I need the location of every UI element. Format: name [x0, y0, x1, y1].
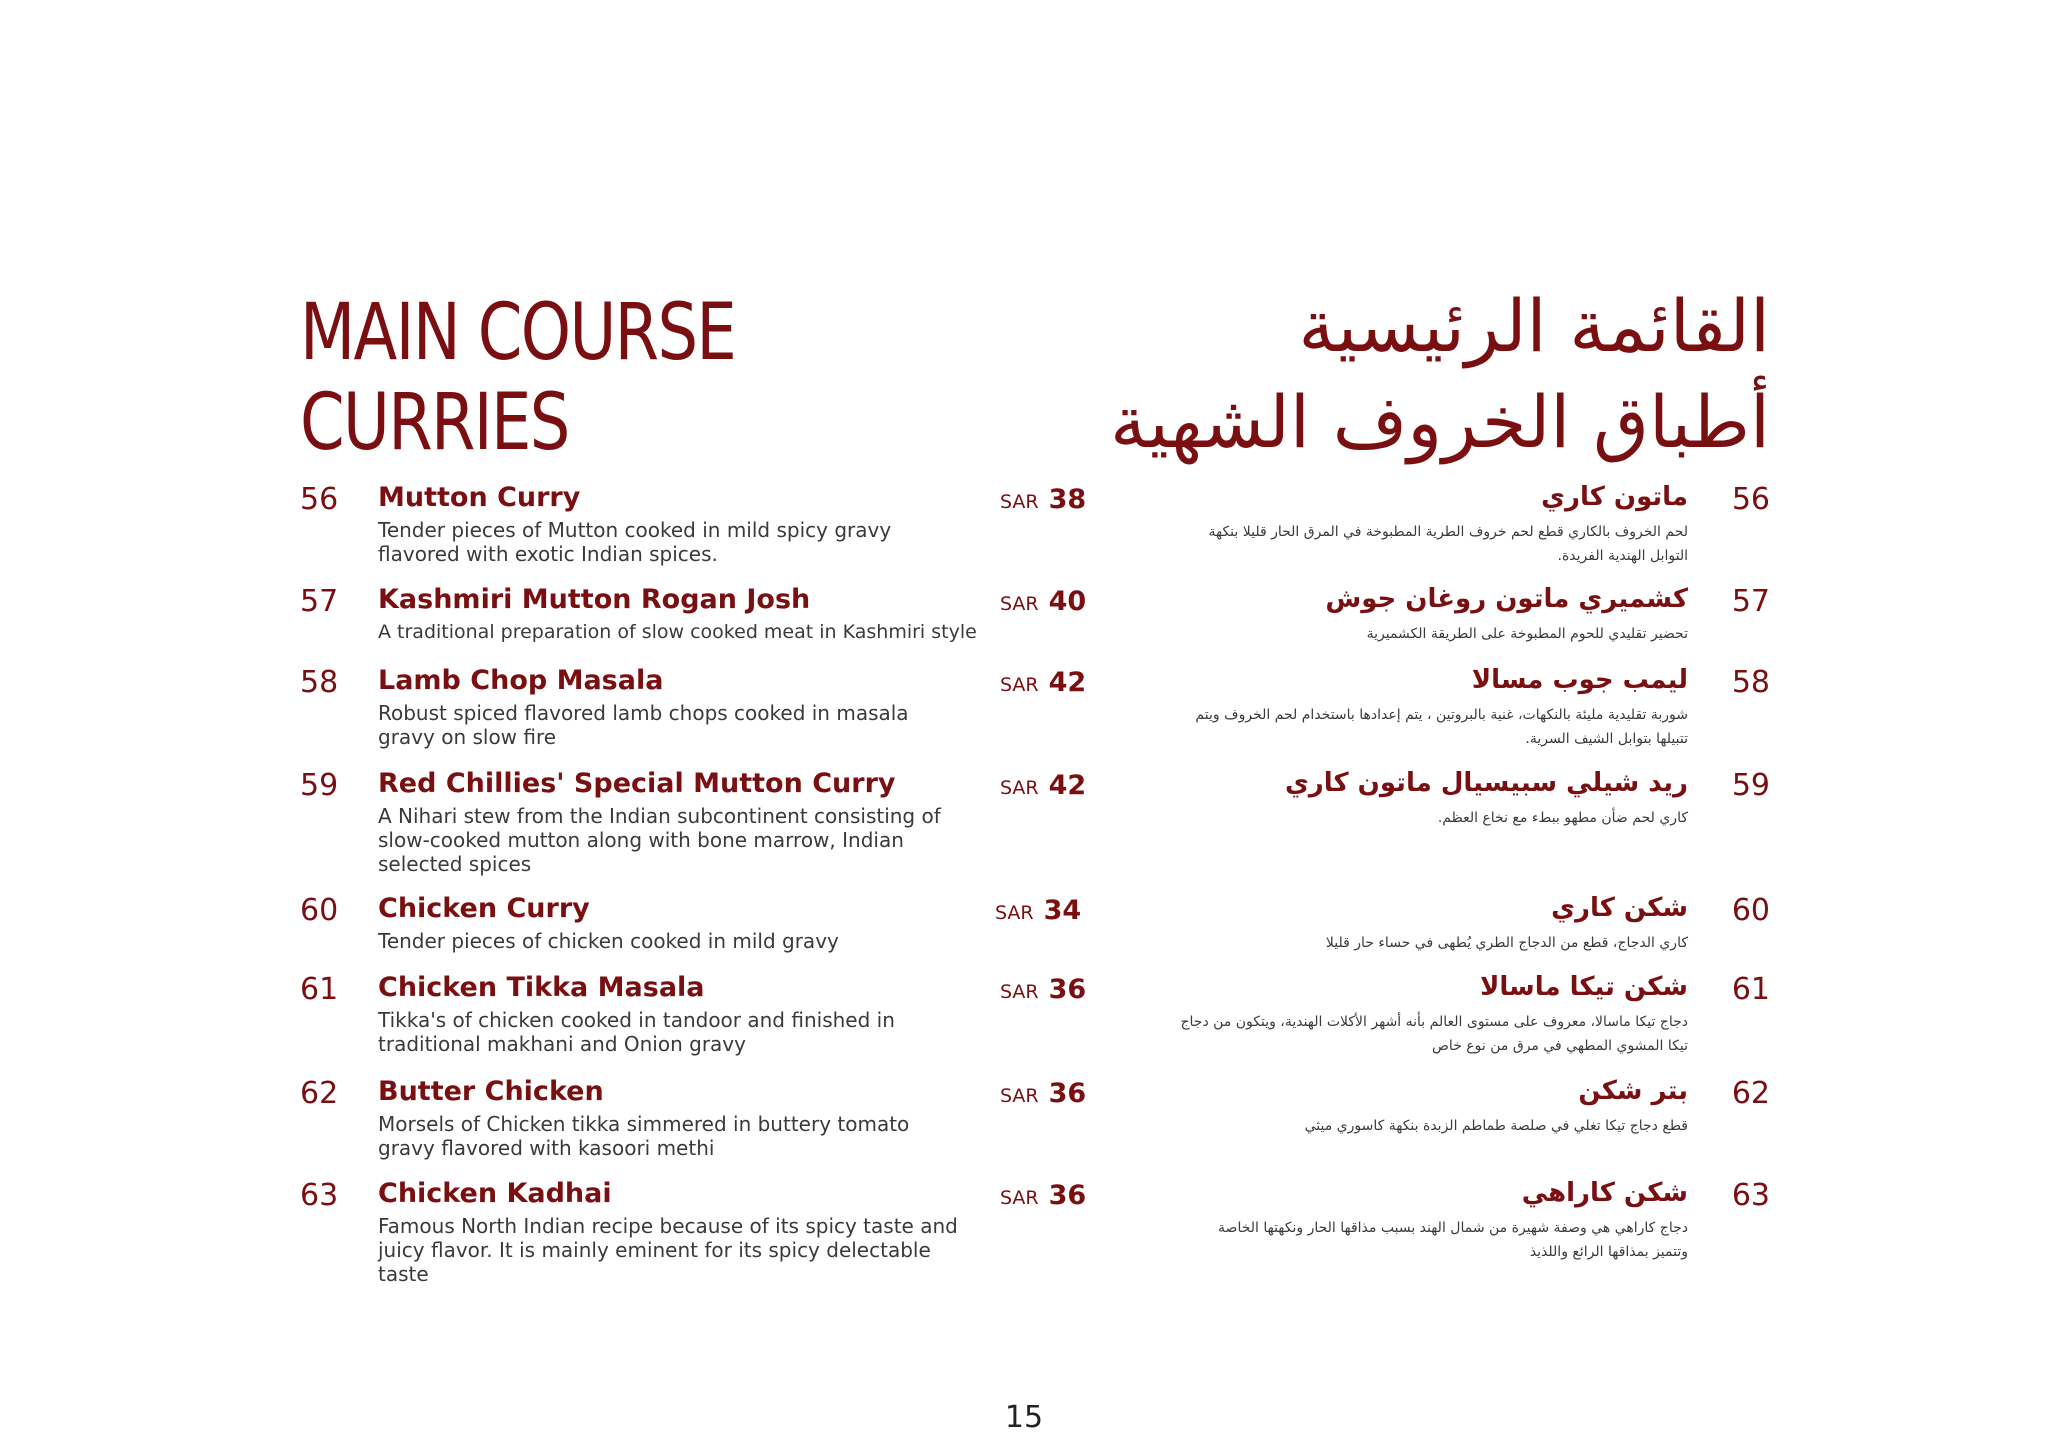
item-number: 58	[300, 665, 339, 700]
item-description-ar: قطع دجاج تيكا تغلي في صلصة طماطم الزبدة بنكهة كاسوري ميثي	[1304, 1118, 1688, 1134]
item-description-ar: كاري الدجاج، قطع من الدجاج الطري يُطهى في حساء حار قليلا	[1325, 935, 1688, 951]
item-description: A Nihari stew from the Indian subcontinent consisting of slow-cooked mutton along with bone marrow, Indian selected spices	[378, 804, 941, 876]
item-description-ar: كاري لحم ضأن مطهو ببطء مع نخاع العظم.	[1437, 810, 1688, 826]
menu-item-ar	[1180, 768, 1770, 878]
price-value: 36	[1048, 1078, 1087, 1109]
item-name-ar: شكن تيكا ماسالا	[1480, 972, 1688, 1002]
menu-item-ar	[1180, 665, 1770, 775]
item-name: Lamb Chop Masala	[378, 665, 664, 696]
currency-label: SAR	[1000, 593, 1039, 615]
menu-item-ar	[1180, 972, 1770, 1082]
menu-item-en	[300, 768, 1090, 878]
item-number: 57	[300, 584, 339, 619]
item-name: Chicken Kadhai	[378, 1178, 612, 1209]
item-number: 63	[1731, 1178, 1770, 1213]
item-name-ar: كشميري ماتون روغان جوش	[1325, 584, 1688, 614]
item-price	[995, 895, 1081, 926]
item-description: Tender pieces of Mutton cooked in mild spicy gravy flavored with exotic Indian spices.	[378, 518, 892, 566]
item-number: 57	[1731, 584, 1770, 619]
price-value: 40	[1048, 586, 1087, 617]
item-name-ar: بتر شكن	[1578, 1076, 1688, 1106]
currency-label: SAR	[1000, 981, 1039, 1003]
item-number: 63	[300, 1178, 339, 1213]
menu-item-en	[300, 1076, 1090, 1186]
item-name-ar: شكن كاري	[1551, 893, 1688, 923]
currency-label: SAR	[1000, 1187, 1039, 1209]
currency-label: SAR	[1000, 674, 1039, 696]
item-name: Chicken Tikka Masala	[378, 972, 705, 1003]
item-price	[1000, 770, 1086, 801]
currency-label: SAR	[995, 902, 1034, 924]
item-description: Tikka's of chicken cooked in tandoor and finished in traditional makhani and Onion gravy	[378, 1008, 895, 1056]
price-value: 34	[1043, 895, 1082, 926]
menu-item-ar	[1180, 1076, 1770, 1186]
item-number: 60	[300, 893, 339, 928]
title-en-line-2: CURRIES	[300, 378, 569, 468]
page-title-en	[300, 288, 735, 468]
item-name-ar: شكن كاراهي	[1521, 1178, 1688, 1208]
item-description-ar: تحضير تقليدي للحوم المطبوخة على الطريقة الكشميرية	[1366, 626, 1688, 642]
item-name-ar: ماتون كاري	[1541, 482, 1688, 512]
menu-item-en	[300, 482, 1090, 592]
item-description: Robust spiced flavored lamb chops cooked in masala gravy on slow fire	[378, 701, 909, 749]
currency-label: SAR	[1000, 491, 1039, 513]
item-description-ar: لحم الخروف بالكاري قطع لحم خروف الطرية المطبوخة في المرق الحار قليلا بنكهة التوابل الهندية الفريدة.	[1208, 524, 1688, 564]
price-value: 42	[1048, 667, 1087, 698]
item-name: Chicken Curry	[378, 893, 590, 924]
item-description-ar: دجاج كاراهي هي وصفة شهيرة من شمال الهند بسبب مذاقها الحار ونكهتها الخاصة وتتميز بمذاقها الرائع واللذيذ	[1218, 1220, 1688, 1260]
price-value: 36	[1048, 1180, 1087, 1211]
price-value: 38	[1048, 484, 1087, 515]
item-name: Kashmiri Mutton Rogan Josh	[378, 584, 811, 615]
item-description: Morsels of Chicken tikka simmered in buttery tomato gravy flavored with kasoori methi	[378, 1112, 910, 1160]
price-value: 36	[1048, 974, 1087, 1005]
item-name-ar: ليمب جوب مسالا	[1471, 665, 1688, 695]
currency-label: SAR	[1000, 1085, 1039, 1107]
item-number: 61	[1731, 972, 1770, 1007]
page-title-ar	[1110, 278, 1770, 470]
item-number: 60	[1731, 893, 1770, 928]
item-price	[1000, 974, 1086, 1005]
item-number: 58	[1731, 665, 1770, 700]
item-number: 56	[300, 482, 339, 517]
item-name: Red Chillies' Special Mutton Curry	[378, 768, 896, 799]
item-number: 62	[300, 1076, 339, 1111]
item-price	[1000, 667, 1086, 698]
item-name: Mutton Curry	[378, 482, 581, 513]
title-en-line-1: MAIN COURSE	[300, 288, 736, 378]
menu-item-en	[300, 665, 1090, 775]
item-name: Butter Chicken	[378, 1076, 604, 1107]
item-number: 56	[1731, 482, 1770, 517]
item-description: Famous North Indian recipe because of its spicy taste and juicy flavor. It is mainly eminent for its spicy delectable taste	[378, 1214, 958, 1286]
title-ar-line-2: أطباق الخروف الشهية	[1110, 380, 1770, 464]
item-number: 59	[1731, 768, 1770, 803]
page-number: 15	[1004, 1400, 1044, 1435]
menu-item-en	[300, 972, 1090, 1082]
currency-label: SAR	[1000, 777, 1039, 799]
item-description: A traditional preparation of slow cooked meat in Kashmiri style	[378, 621, 977, 643]
item-description-ar: دجاج تيكا ماسالا، معروف على مستوى العالم بأنه أشهر الأكلات الهندية، ويتكون من دجاج تيكا المشوي المطهي في مرق من نوع خاص	[1180, 1014, 1688, 1054]
item-price	[1000, 1180, 1086, 1211]
menu-item-ar	[1180, 482, 1770, 592]
menu-item-ar	[1180, 1178, 1770, 1288]
item-name-ar: ريد شيلي سبيسيال ماتون كاري	[1284, 768, 1688, 798]
title-ar-line-1: القائمة الرئيسية	[1298, 284, 1770, 368]
item-price	[1000, 1078, 1086, 1109]
item-number: 59	[300, 768, 339, 803]
item-price	[1000, 484, 1086, 515]
price-value: 42	[1048, 770, 1087, 801]
item-number: 61	[300, 972, 339, 1007]
item-description: Tender pieces of chicken cooked in mild gravy	[378, 929, 839, 953]
item-price	[1000, 586, 1086, 617]
item-description-ar: شوربة تقليدية مليئة بالنكهات، غنية بالبروتين ، يتم إعدادها باستخدام لحم الخروف ويتم تتبيلها بتوابل الشيف السرية.	[1195, 707, 1688, 747]
menu-item-en	[300, 1178, 1090, 1288]
item-number: 62	[1731, 1076, 1770, 1111]
